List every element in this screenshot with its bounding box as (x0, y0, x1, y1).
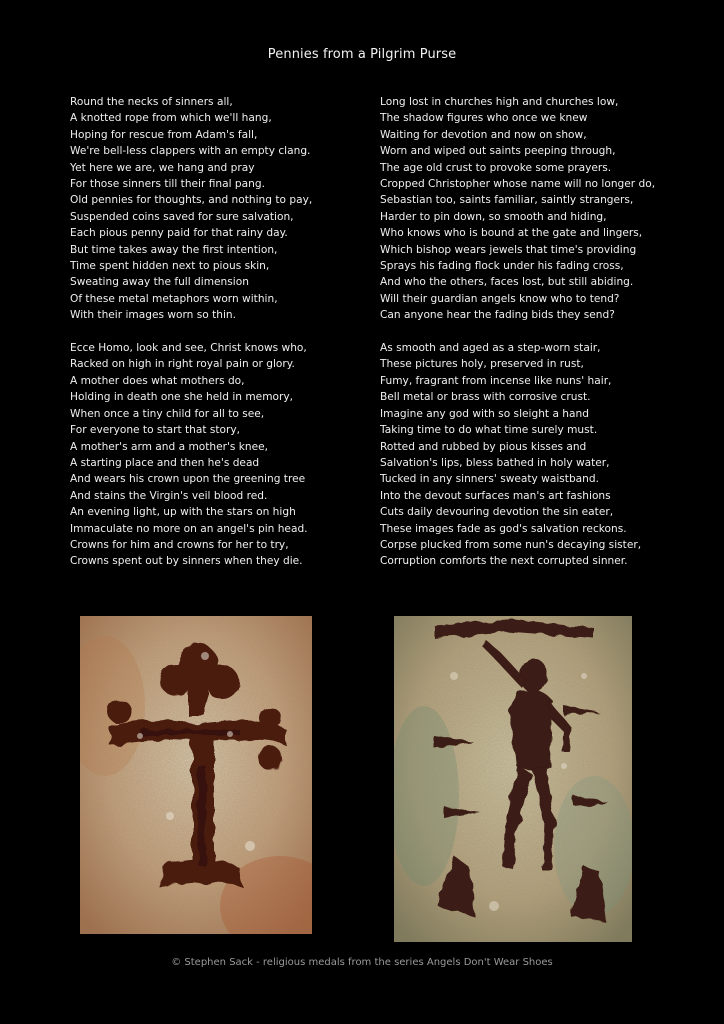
poem-line: Which bishop wears jewels that time's providing (380, 243, 637, 256)
poem-line: Of these metal metaphors worn within, (70, 292, 278, 305)
poem-line: A starting place and then he's dead (70, 456, 260, 469)
poem-line: Corpse plucked from some nun's decaying sister, (380, 538, 642, 551)
poem-line: And stains the Virgin's veil blood red. (70, 489, 268, 502)
poem-line: Taking time to do what time surely must. (380, 424, 598, 437)
poem-line: Cuts daily devouring devotion the sin eater, (380, 506, 614, 519)
saint-figure-medal-photo (394, 616, 632, 942)
poem-line: For those sinners till their final pang. (70, 178, 265, 191)
poem-line: Who knows who is bound at the gate and lingers, (380, 227, 643, 240)
poem-line: Fumy, fragrant from incense like nuns' hair, (380, 374, 612, 387)
poem-line: Old pennies for thoughts, and nothing to pay, (70, 194, 313, 207)
poem-line: Time spent hidden next to pious skin, (70, 260, 270, 273)
poem-line: An evening light, up with the stars on high (70, 506, 296, 519)
poem-line: Immaculate no more on an angel's pin head. (70, 522, 308, 535)
poem-line: These pictures holy, preserved in rust, (380, 358, 584, 371)
poem-line: Can anyone hear the fading bids they send? (380, 309, 615, 322)
poem-line: Imagine any god with so sleight a hand (380, 407, 589, 420)
stanza (380, 94, 680, 324)
poem-line: Suspended coins saved for sure salvation, (70, 210, 294, 223)
poem-line: Yet here we are, we hang and pray (70, 161, 255, 174)
poem-line: A mother does what mothers do, (70, 374, 245, 387)
poem-line: Holding in death one she held in memory, (70, 391, 293, 404)
poem-line: Racked on high in right royal pain or glory. (70, 358, 295, 371)
stanza (70, 94, 370, 324)
poem-line: Cropped Christopher whose name will no longer do, (380, 178, 656, 191)
poem-line: A mother's arm and a mother's knee, (70, 440, 269, 453)
poem-line: Each pious penny paid for that rainy day. (70, 227, 288, 240)
poem-line: When once a tiny child for all to see, (70, 407, 265, 420)
poem-line: Sweating away the full dimension (70, 276, 249, 289)
poem-left-column (70, 94, 370, 586)
poem-line: Crowns spent out by sinners when they die. (70, 555, 303, 568)
poem-line: Corruption comforts the next corrupted sinner. (380, 555, 628, 568)
poem-line: These images fade as god's salvation reckons. (380, 522, 627, 535)
poem-line: Sebastian too, saints familiar, saintly strangers, (380, 194, 634, 207)
copyright-caption: © Stephen Sack - religious medals from the series Angels Don't Wear Shoes (171, 957, 553, 968)
poem-line: The shadow figures who once we knew (380, 112, 588, 125)
poem-line: Round the necks of sinners all, (70, 96, 233, 108)
poem-line: We're bell-less clappers with an empty clang. (70, 145, 311, 158)
poem-line: And who the others, faces lost, but still abiding. (380, 276, 634, 289)
poem-line: For everyone to start that story, (70, 424, 241, 437)
poem-line: Bell metal or brass with corrosive crust. (380, 391, 591, 404)
poem-line: Ecce Homo, look and see, Christ knows who, (70, 342, 307, 355)
poem-line: Long lost in churches high and churches low, (380, 96, 619, 108)
poem-line: But time takes away the first intention, (70, 243, 278, 256)
poem-line: With their images worn so thin. (70, 309, 237, 322)
poem-line: Hoping for rescue from Adam's fall, (70, 128, 258, 141)
cross-medal-photo (80, 616, 312, 934)
poem-line: The age old crust to provoke some prayers. (380, 161, 612, 174)
saint-figure-medal-image (394, 616, 632, 942)
stanza (70, 340, 370, 570)
poem-line: Worn and wiped out saints peeping through, (380, 145, 616, 158)
poem-line: A knotted rope from which we'll hang, (70, 112, 272, 125)
poem-line: As smooth and aged as a step-worn stair, (380, 342, 601, 355)
cross-medal-image (80, 616, 312, 934)
poem-title: Pennies from a Pilgrim Purse (267, 47, 457, 62)
poem-line: Harder to pin down, so smooth and hiding, (380, 210, 607, 223)
poem-line: And wears his crown upon the greening tree (70, 473, 306, 486)
poem-line: Will their guardian angels know who to tend? (380, 292, 620, 305)
stanza (380, 340, 680, 570)
poem-line: Sprays his fading flock under his fading cross, (380, 260, 624, 273)
poem-line: Rotted and rubbed by pious kisses and (380, 440, 587, 453)
poem-line: Salvation's lips, bless bathed in holy water, (380, 456, 610, 469)
poem-line: Waiting for devotion and now on show, (380, 128, 587, 141)
poem-line: Crowns for him and crowns for her to try, (70, 538, 289, 551)
poem-right-column (380, 94, 680, 586)
poem-line: Into the devout surfaces man's art fashions (380, 489, 611, 502)
poem-line: Tucked in any sinners' sweaty waistband. (380, 473, 599, 486)
